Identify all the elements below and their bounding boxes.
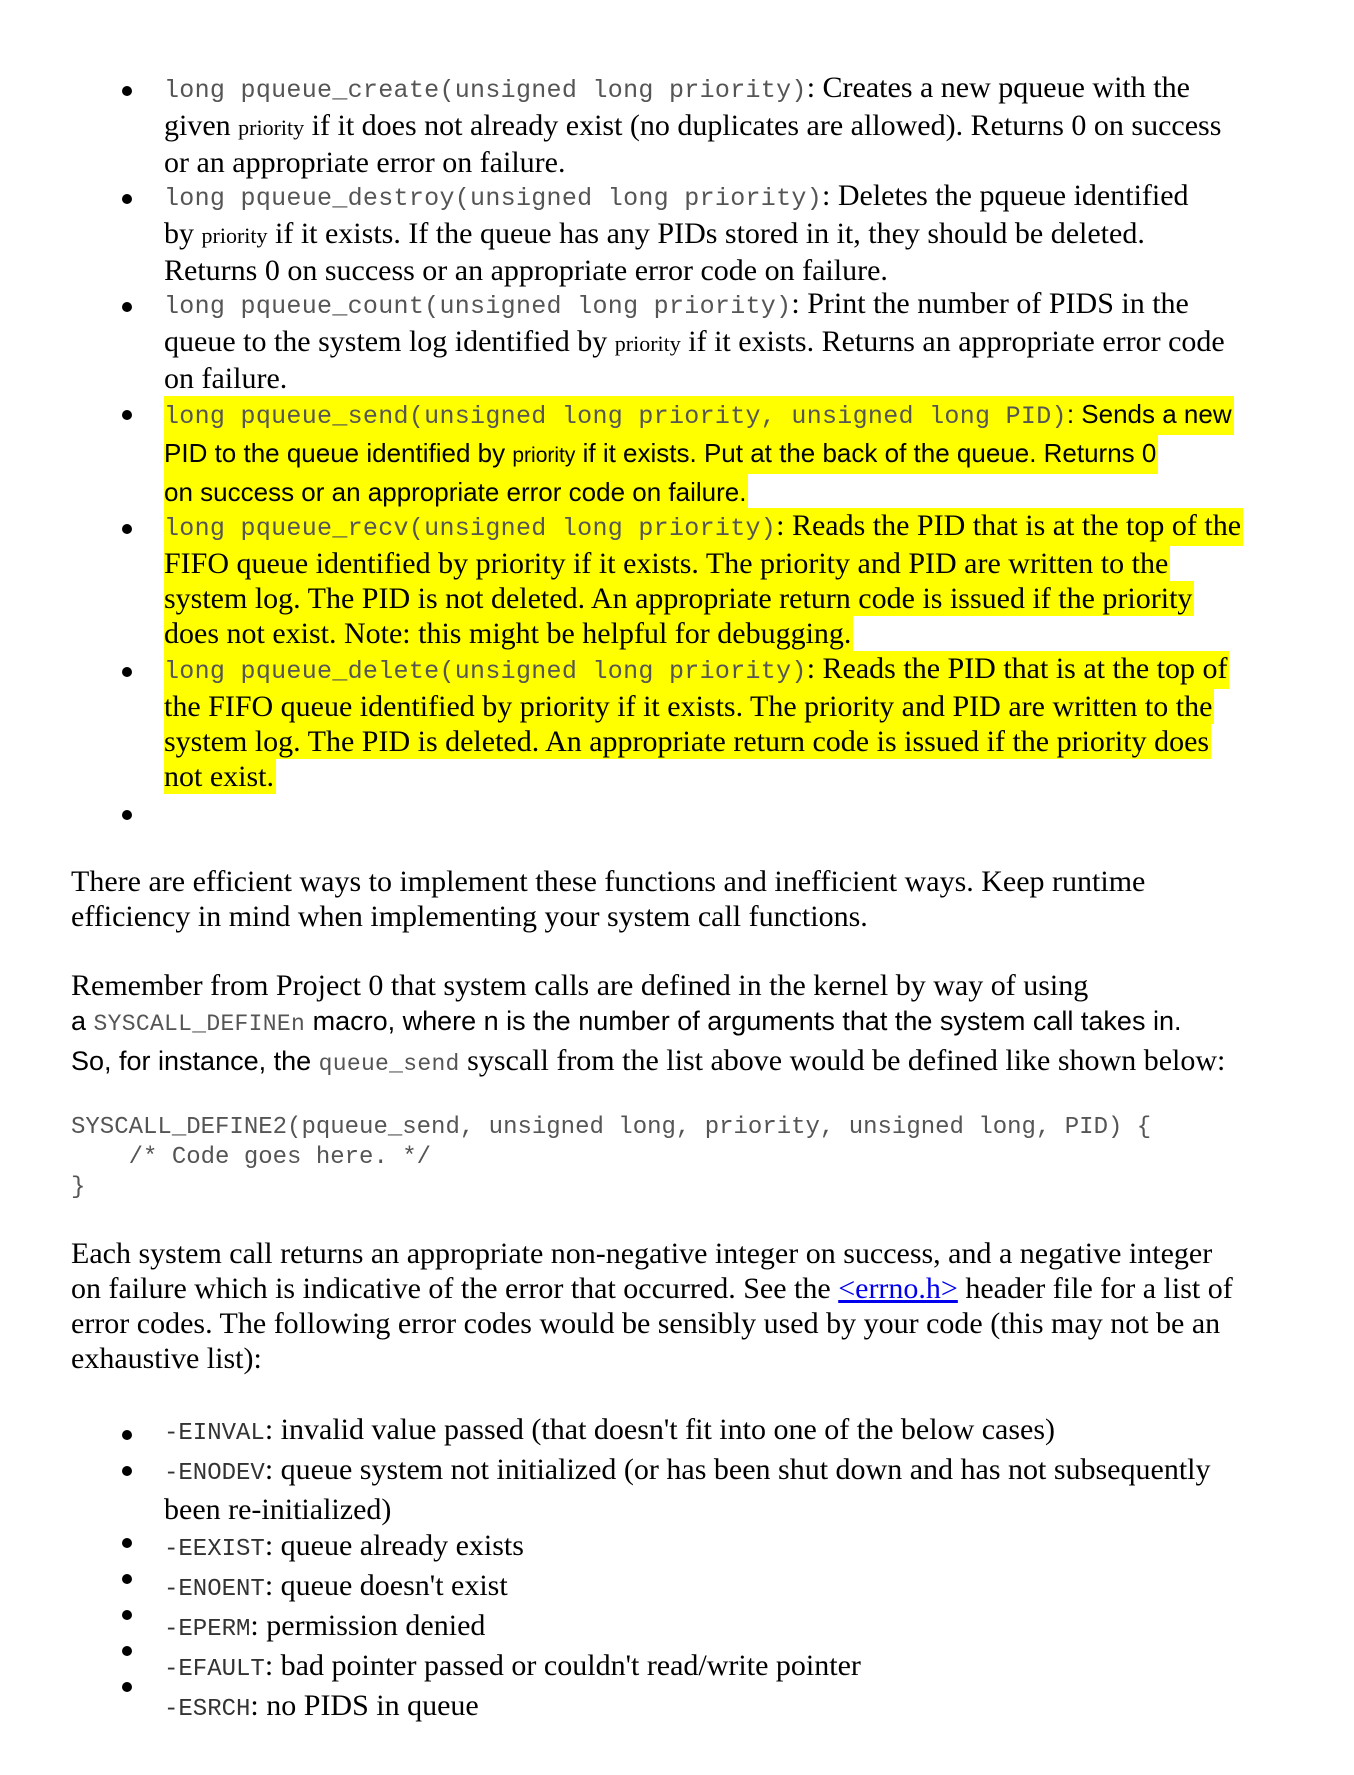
errors-paragraph bbox=[71, 1236, 1291, 1376]
syscall-desc: the FIFO queue identified by priority if it exists. The priority and PID are written to the bbox=[164, 690, 1213, 723]
error-code-desc-continued: been re-initialized) bbox=[164, 1493, 392, 1526]
bullet-dot bbox=[122, 194, 132, 204]
inline-code: SYSCALL_DEFINEn bbox=[93, 1011, 306, 1037]
syscall-desc: by bbox=[164, 217, 202, 250]
error-code-name: -ENOENT bbox=[164, 1576, 265, 1603]
bullet-dot bbox=[122, 302, 132, 312]
error-code-name: -EEXIST bbox=[164, 1536, 265, 1563]
bullet-dot bbox=[122, 667, 132, 677]
syscall-signature: long pqueue_send(unsigned long priority, unsigned long PID) bbox=[164, 402, 1067, 431]
syscall-desc: : Reads the PID that is at the top of the bbox=[776, 509, 1242, 542]
syscall-signature: long pqueue_destroy(unsigned long priority) bbox=[164, 184, 823, 213]
paragraph-line: There are efficient ways to implement these functions and inefficient ways. Keep runtime bbox=[71, 865, 1146, 898]
syscall-item-count bbox=[164, 286, 1274, 396]
bullet-dot bbox=[122, 86, 132, 96]
paragraph-text: a bbox=[71, 1006, 94, 1036]
syscall-item-delete bbox=[164, 651, 1274, 794]
syscall-desc: if it exists. Put at the back of the queue. Returns 0 bbox=[575, 438, 1157, 468]
syscall-signature: long pqueue_count(unsigned long priority) bbox=[164, 292, 792, 321]
param-name: priority bbox=[238, 115, 305, 140]
syscall-item-send bbox=[164, 396, 1274, 511]
error-code-desc: : queue already exists bbox=[264, 1529, 524, 1562]
efficiency-paragraph bbox=[71, 864, 1291, 934]
paragraph-line: efficiency in mind when implementing your system call functions. bbox=[71, 900, 868, 933]
syscall-signature: long pqueue_create(unsigned long priority) bbox=[164, 76, 807, 105]
code-line: /* Code goes here. */ bbox=[71, 1144, 432, 1171]
syscall-desc: FIFO queue identified by priority if it exists. The priority and PID are written to the bbox=[164, 547, 1169, 580]
paragraph-text: syscall from the list above would be defined like shown below: bbox=[459, 1044, 1226, 1077]
paragraph-text: header file for a list of bbox=[957, 1272, 1233, 1305]
syscall-desc: : Reads the PID that is at the top of bbox=[806, 652, 1228, 685]
syscall-signature: long pqueue_delete(unsigned long priority) bbox=[164, 657, 807, 686]
syscall-desc: : Creates a new pqueue with the bbox=[806, 71, 1190, 104]
paragraph-line: error codes. The following error codes would be sensibly used by your code (this may not be an bbox=[71, 1307, 1221, 1340]
syscall-desc: on failure. bbox=[164, 362, 288, 395]
syscall-signature: long pqueue_recv(unsigned long priority) bbox=[164, 514, 777, 543]
bullet-dot bbox=[122, 524, 132, 534]
syscall-desc: does not exist. Note: this might be helpful for debugging. bbox=[164, 617, 852, 650]
bullet-dot bbox=[122, 1646, 132, 1656]
syscall-item-destroy bbox=[164, 178, 1274, 288]
syscall-desc: Returns 0 on success or an appropriate error code on failure. bbox=[164, 254, 888, 287]
bullet-dot bbox=[122, 410, 132, 420]
error-code-desc: : bad pointer passed or couldn't read/write pointer bbox=[264, 1649, 861, 1682]
paragraph-line: exhaustive list): bbox=[71, 1342, 262, 1375]
syscall-desc: system log. The PID is deleted. An appropriate return code is issued if the priority does bbox=[164, 725, 1210, 758]
bullet-dot bbox=[122, 1682, 132, 1692]
code-block bbox=[71, 1113, 1151, 1203]
error-code-name: -EINVAL bbox=[164, 1420, 265, 1447]
error-code-name: -ESRCH bbox=[164, 1696, 251, 1723]
syscall-definition-paragraph bbox=[71, 968, 1291, 1082]
error-code-item bbox=[164, 1528, 1284, 1568]
bullet-dot-empty bbox=[122, 810, 132, 820]
syscall-desc: if it exists. Returns an appropriate error code bbox=[680, 325, 1225, 358]
error-code-item bbox=[164, 1688, 1284, 1728]
syscall-desc: PID to the queue identified by bbox=[164, 438, 513, 468]
error-code-name: -ENODEV bbox=[164, 1460, 265, 1487]
error-code-item bbox=[164, 1412, 1284, 1452]
bullet-dot bbox=[122, 1538, 132, 1548]
syscall-desc: : Deletes the pqueue identified bbox=[822, 179, 1189, 212]
error-code-desc: : no PIDS in queue bbox=[250, 1689, 479, 1722]
error-code-item bbox=[164, 1608, 1284, 1648]
param-name: priority bbox=[201, 223, 268, 248]
bullet-dot bbox=[122, 1430, 132, 1440]
param-name: priority bbox=[512, 444, 576, 467]
syscall-desc: : Sends a new bbox=[1066, 399, 1232, 429]
error-code-desc: : queue doesn't exist bbox=[264, 1569, 508, 1602]
syscall-desc: : Print the number of PIDS in the bbox=[791, 287, 1189, 320]
error-code-item bbox=[164, 1648, 1284, 1688]
syscall-desc: given bbox=[164, 109, 239, 142]
code-line: SYSCALL_DEFINE2(pqueue_send, unsigned long, priority, unsigned long, PID) { bbox=[71, 1114, 1152, 1141]
errno-header-link[interactable]: <errno.h> bbox=[838, 1272, 958, 1305]
error-code-desc: : queue system not initialized (or has been shut down and has not subsequently bbox=[264, 1453, 1211, 1486]
error-code-item bbox=[164, 1568, 1284, 1608]
syscall-item-create bbox=[164, 70, 1274, 180]
syscall-desc: not exist. bbox=[164, 760, 274, 793]
syscall-desc: on success or an appropriate error code on failure. bbox=[164, 474, 748, 511]
paragraph-text: So, for instance, the bbox=[71, 1046, 319, 1076]
inline-code: queue_send bbox=[318, 1051, 460, 1077]
param-name: priority bbox=[614, 331, 681, 356]
paragraph-line: Remember from Project 0 that system calls are defined in the kernel by way of using bbox=[71, 969, 1089, 1002]
error-code-list bbox=[164, 1412, 1284, 1728]
error-code-name: -EPERM bbox=[164, 1616, 251, 1643]
error-code-name: -EFAULT bbox=[164, 1656, 265, 1683]
paragraph-text: macro, where n is the number of arguments that the system call takes in. bbox=[305, 1006, 1182, 1036]
bullet-dot bbox=[122, 1574, 132, 1584]
syscall-desc: if it does not already exist (no duplicates are allowed). Returns 0 on success bbox=[304, 109, 1222, 142]
paragraph-text: on failure which is indicative of the error that occurred. See the bbox=[71, 1272, 839, 1305]
paragraph-line: Each system call returns an appropriate non-negative integer on success, and a negative integer bbox=[71, 1237, 1213, 1270]
error-code-desc: : invalid value passed (that doesn't fit into one of the below cases) bbox=[264, 1413, 1056, 1446]
error-code-item bbox=[164, 1452, 1284, 1492]
code-line: } bbox=[71, 1174, 86, 1201]
syscall-desc: system log. The PID is not deleted. An appropriate return code is issued if the priority bbox=[164, 582, 1193, 615]
bullet-dot bbox=[122, 1610, 132, 1620]
syscall-desc: queue to the system log identified by bbox=[164, 325, 615, 358]
bullet-dot bbox=[122, 1466, 132, 1476]
syscall-desc: or an appropriate error on failure. bbox=[164, 146, 566, 179]
syscall-item-recv bbox=[164, 508, 1274, 651]
error-code-desc: : permission denied bbox=[250, 1609, 486, 1642]
syscall-desc: if it exists. If the queue has any PIDs stored in it, they should be deleted. bbox=[267, 217, 1145, 250]
